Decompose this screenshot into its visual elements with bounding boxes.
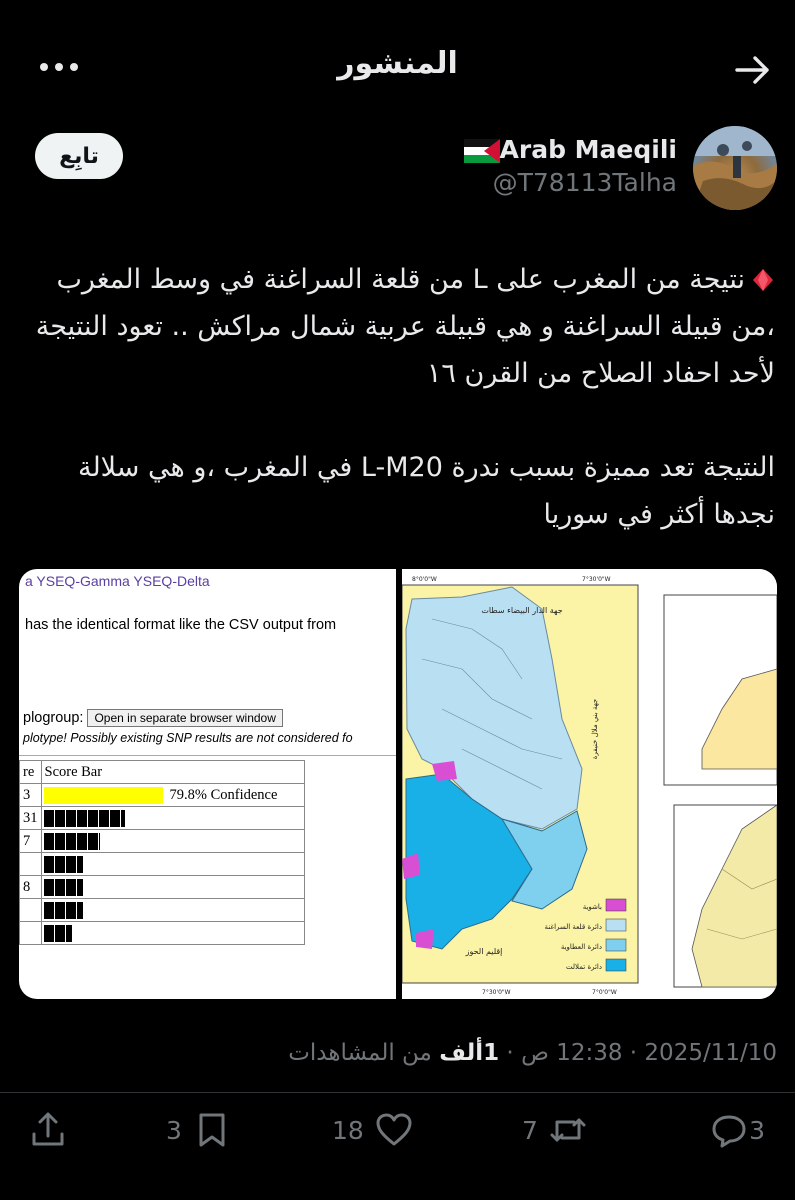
svg-text:جهة بني ملال خنيفرة: جهة بني ملال خنيفرة <box>591 698 599 760</box>
region-map <box>402 569 777 999</box>
svg-text:باشوية: باشوية <box>582 903 602 911</box>
post-time: 12:38 ص <box>521 1040 623 1066</box>
svg-text:دائرة العطاوية: دائرة العطاوية <box>560 943 602 951</box>
follow-button[interactable]: تابِع <box>35 133 123 179</box>
score-bar-cell <box>41 876 304 899</box>
bookmark-icon <box>192 1110 232 1150</box>
palestine-flag-icon <box>464 139 500 163</box>
avatar-image-icon <box>693 126 777 210</box>
score-value: 7 <box>20 830 42 853</box>
svg-text:8°0'0"W: 8°0'0"W <box>412 576 437 583</box>
svg-text:7°30'0"W: 7°30'0"W <box>482 989 511 996</box>
score-bar <box>44 810 125 827</box>
share-icon <box>28 1110 68 1150</box>
open-window-button: Open in separate browser window <box>87 709 282 727</box>
score-bar-cell <box>41 922 304 945</box>
svg-text:جهة الدار البيضاء سطات: جهة الدار البيضاء سطات <box>481 606 563 615</box>
view-label: من المشاهدات <box>288 1040 432 1066</box>
score-value <box>20 922 42 945</box>
avatar[interactable] <box>693 126 777 210</box>
bookmark-button[interactable] <box>166 1108 232 1152</box>
bookmark-count: 3 <box>166 1115 182 1145</box>
media-image-yseq-results[interactable] <box>19 569 396 999</box>
top-bar <box>0 0 795 130</box>
table-row <box>20 784 305 807</box>
post-text <box>20 256 775 538</box>
post-date: 2025/11/10 <box>644 1040 777 1066</box>
like-button[interactable] <box>332 1108 414 1152</box>
table-row <box>20 876 305 899</box>
view-count: 1ألف <box>439 1040 500 1066</box>
svg-text:7°30'0"W: 7°30'0"W <box>582 576 611 583</box>
post-timestamp: 2025/11/10 · 12:38 ص · 1ألف من المشاهدات <box>288 1040 777 1066</box>
score-bar <box>44 902 83 919</box>
score-value <box>20 853 42 876</box>
score-bar <box>44 879 83 896</box>
score-value: 31 <box>20 807 42 830</box>
score-label: 79.8% Confidence <box>169 786 278 803</box>
reply-button[interactable] <box>709 1108 775 1152</box>
media-attachments[interactable] <box>19 569 777 999</box>
table-header-row: re Score Bar <box>20 761 305 784</box>
haplogroup-line: plogroup: Open in separate browser window <box>23 709 283 727</box>
author-display-name: Arab Maeqili <box>499 135 677 164</box>
back-arrow-icon[interactable] <box>733 50 773 90</box>
heart-icon <box>374 1110 414 1150</box>
score-value <box>20 899 42 922</box>
page-title: المنشور <box>337 46 458 81</box>
table-row <box>20 807 305 830</box>
haplotype-warning: plotype! Possibly existing SNP results are not considered fo <box>23 731 353 745</box>
score-bar-cell <box>41 830 304 853</box>
score-value: 3 <box>20 784 42 807</box>
svg-text:دائرة قلعة السراغنة: دائرة قلعة السراغنة <box>544 923 602 931</box>
score-bar <box>44 925 72 942</box>
reply-icon <box>709 1110 749 1150</box>
table-row <box>20 830 305 853</box>
score-bar <box>44 787 163 804</box>
repost-count: 7 <box>522 1115 538 1145</box>
table-row <box>20 922 305 945</box>
table-row <box>20 853 305 876</box>
svg-text:7°0'0"W: 7°0'0"W <box>592 989 617 996</box>
bottom-edge <box>0 1180 795 1200</box>
reply-count: 3 <box>749 1115 765 1145</box>
score-bar-cell <box>41 899 304 922</box>
divider <box>0 1092 795 1093</box>
format-text: has the identical format like the CSV output from <box>25 617 337 633</box>
score-table <box>19 760 305 945</box>
share-button[interactable] <box>28 1108 68 1152</box>
like-count: 18 <box>332 1115 364 1145</box>
post-paragraph-1: نتيجة من المغرب على L من قلعة السراغنة في وسط المغرب ،من قبيلة السراغنة و هي قبيلة عربية شمال مراكش .. تعود النتيجة لأحد احفاد الصلاح من القرن ١٦ <box>35 264 775 389</box>
divider-line <box>19 755 396 756</box>
yseq-tabs-text: a YSEQ-Gamma YSEQ-Delta <box>25 573 210 589</box>
score-bar-cell <box>41 784 304 807</box>
repost-icon <box>548 1110 588 1150</box>
author-handle: @T78113Talha <box>492 168 677 197</box>
svg-text:دائرة تملالت: دائرة تملالت <box>566 963 602 971</box>
score-bar-cell <box>41 853 304 876</box>
score-bar-cell <box>41 807 304 830</box>
score-value: 8 <box>20 876 42 899</box>
score-bar <box>44 833 100 850</box>
media-image-map[interactable] <box>402 569 777 999</box>
repost-button[interactable] <box>522 1108 588 1152</box>
score-bar <box>44 856 83 873</box>
author-info[interactable] <box>454 135 677 197</box>
table-row <box>20 899 305 922</box>
svg-text:إقليم الحوز: إقليم الحوز <box>465 947 503 956</box>
red-diamond-icon <box>751 268 775 292</box>
post-paragraph-2: النتيجة تعد مميزة بسبب ندرة L-M20 في المغرب ،و هي سلالة نجدها أكثر في سوريا <box>77 452 775 530</box>
